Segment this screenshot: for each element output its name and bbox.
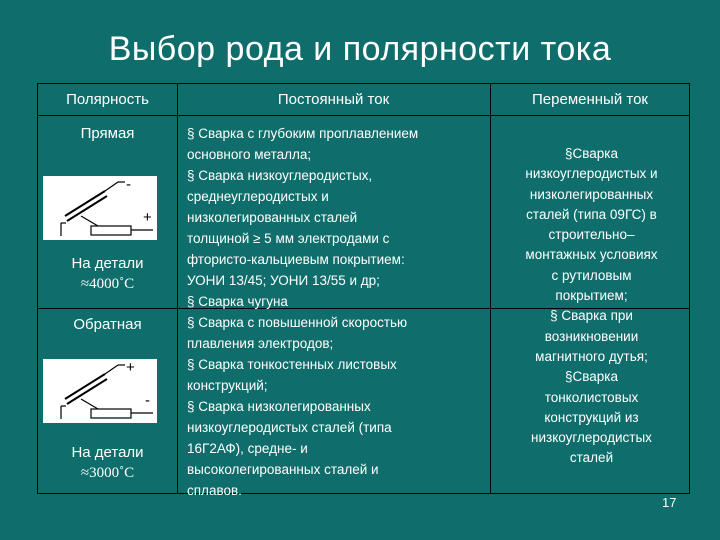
reverse-polarity-diagram — [43, 359, 157, 423]
direct-polarity-diagram — [43, 176, 157, 240]
header-alternating-current: Переменный ток — [532, 91, 648, 108]
header-direct-current: Постоянный ток — [277, 91, 390, 108]
header-polarity: Полярность — [66, 91, 149, 108]
temperature-value: ≈3000˚С — [80, 465, 135, 481]
slide-title: Выбор рода и полярности тока — [108, 30, 612, 68]
diagram-sign-top: + — [126, 359, 135, 376]
column-divider — [490, 84, 491, 493]
direct-current-reverse-polarity-text: § Сварка с повышенной скоростью плавления электродов; § Сварка тонкостенных листовых конструкций; § Сварка низколегированных низкоуглеродистых сталей (типа 16Г2АФ), средне- и высоколегированных сталей и сплавов. — [187, 315, 408, 498]
diagram-sign-bottom: + — [143, 209, 152, 226]
page-number: 17 — [662, 495, 677, 510]
temperature-value: ≈4000˚С — [80, 276, 135, 292]
header-divider — [38, 115, 689, 116]
alternating-current-text: §Сварка низкоуглеродистых и низколегированных сталей (типа 09ГС) в строительно– монтажных условиях с рутиловым покрытием; § Сварка при возникновении магнитного дутья; §Сварка тонколистовых конструкций из низкоуглеродистых сталей — [525, 146, 658, 466]
diagram-sign-top: - — [126, 176, 131, 193]
diagram-sign-bottom: - — [145, 392, 150, 409]
column-divider — [177, 84, 178, 493]
polarity-reverse-label: Обратная — [73, 316, 142, 333]
temperature-label: На детали — [71, 444, 144, 461]
workpiece — [91, 409, 131, 418]
polarity-table — [37, 83, 690, 498]
direct-temperature — [38, 254, 177, 294]
temperature-label: На детали — [71, 255, 144, 272]
reverse-temperature — [38, 443, 177, 483]
workpiece — [91, 226, 131, 235]
polarity-direct-label: Прямая — [80, 125, 135, 142]
direct-current-direct-polarity-text: § Сварка с глубоким проплавлением основного металла; § Сварка низкоуглеродистых, среднеуглеродистых и низколегированных сталей толщиной ≥ 5 мм электродами с фтористо-кальциевым покрытием: УОНИ 13/45; УОНИ 13/55 и др; § Сварка чугуна — [187, 126, 419, 309]
